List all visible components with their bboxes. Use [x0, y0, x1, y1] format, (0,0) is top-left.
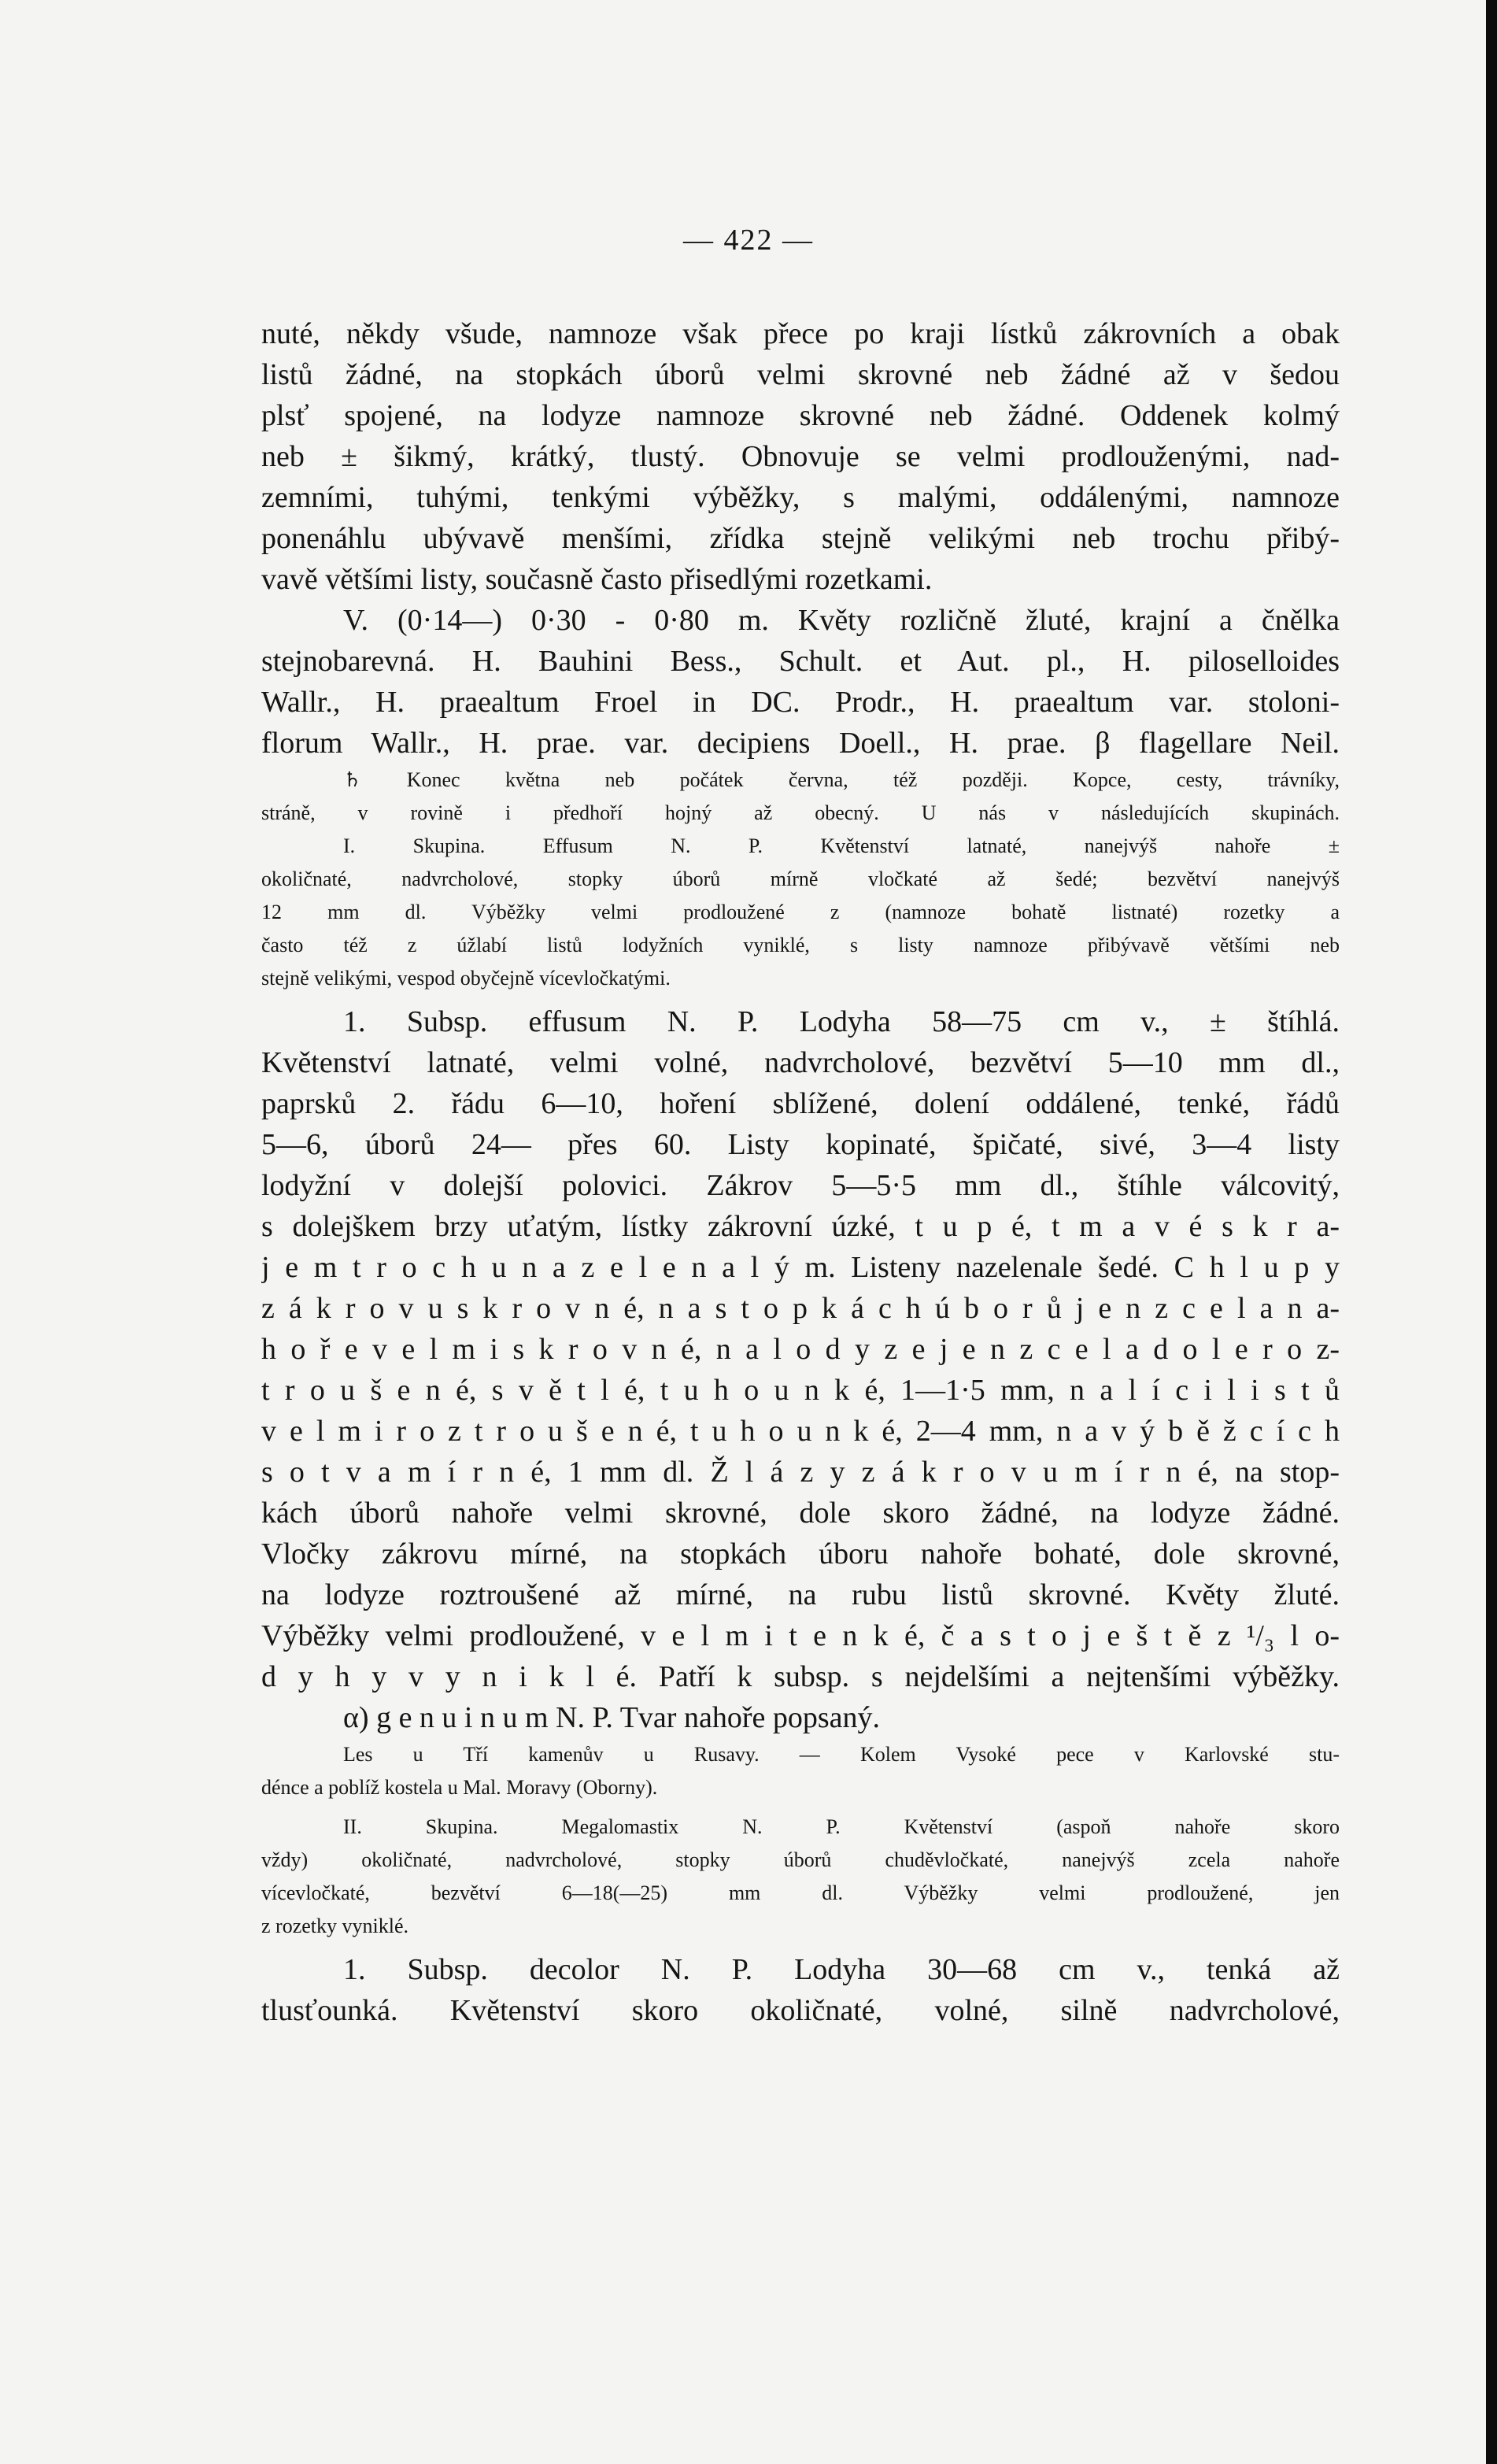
text-line: stráně, v rovině i předhoří hojný až obecný. U nás v následujících skupinách. [261, 801, 1340, 824]
text-line: ponenáhlu ubývavě menšími, zřídka stejně velikými neb trochu přibý- [261, 522, 1340, 555]
section-heading: II. Skupina. Megalomastix N. P. Květenství (aspoň nahoře skoro [343, 1815, 1340, 1838]
text-line: vždy) okoličnaté, nadvrcholové, stopky úborů chuděvločkaté, nanejvýš zcela nahoře [261, 1848, 1340, 1871]
text-line: neb ± šikmý, krátký, tlustý. Obnovuje se velmi prodlouženými, nad- [261, 440, 1340, 473]
text-line: d y h y v y n i k l é. Patří k subsp. s nejdelšími a nejtenšími výběžky. [261, 1660, 1340, 1693]
text-line: Výběžky velmi prodloužené, v e l m i t e n k é, č a s t o j e š t ě z ¹/₃ l o- [261, 1619, 1340, 1652]
text-line: Vločky zákrovu mírné, na stopkách úboru nahoře bohaté, dole skrovné, [261, 1537, 1340, 1571]
text-line: Wallr., H. praealtum Froel in DC. Prodr., H. praealtum var. stoloni- [261, 686, 1340, 719]
text-line: s o t v a m í r n é, 1 mm dl. Ž l á z y z á k r o v u m í r n é, na stop- [261, 1456, 1340, 1489]
text-line: paprsků 2. řádu 6—10, hoření sblížené, dolení oddálené, tenké, řádů [261, 1087, 1340, 1120]
text-line: dénce a poblíž kostela u Mal. Moravy (Oborny). [261, 1776, 658, 1799]
text-line: h o ř e v e l m i s k r o v n é, n a l o d y z e j e n z c e l a d o l e r o z- [261, 1333, 1340, 1366]
text-line: na lodyze roztroušené až mírné, na rubu listů skrovné. Květy žluté. [261, 1578, 1340, 1611]
text-line: stejně velikými, vespod obyčejně vícevločkatými. [261, 967, 671, 990]
text-line: ♄ Konec května neb počátek června, též později. Kopce, cesty, trávníky, [343, 768, 1340, 791]
text-line: 12 mm dl. Výběžky velmi prodloužené z (namnoze bohatě listnaté) rozetky a [261, 901, 1340, 923]
text-line: 5—6, úborů 24— přes 60. Listy kopinaté, špičaté, sivé, 3—4 listy [261, 1128, 1340, 1161]
text-line: j e m t r o c h u n a z e l e n a l ý m. Listeny nazelenale šedé. C h l u p y [261, 1251, 1340, 1284]
page-right-edge [1486, 0, 1497, 2464]
text-line: z rozetky vyniklé. [261, 1915, 408, 1937]
text-line: vavě většími listy, současně často přisedlými rozetkami. [261, 563, 933, 596]
section-heading-line [261, 830, 1340, 863]
section-heading-line [261, 1811, 1340, 1844]
text-line: lodyžní v dolejší polovici. Zákrov 5—5·5 mm dl., štíhle válcovitý, [261, 1169, 1340, 1202]
text-line: Les u Tří kamenův u Rusavy. — Kolem Vysoké pece v Karlovské stu- [343, 1743, 1340, 1766]
text-line: V. (0·14—) 0·30 - 0·80 m. Květy rozličně žluté, krajní a čnělka [343, 604, 1340, 637]
text-line: tlusťounká. Květenství skoro okoličnaté, volné, silně nadvrcholové, [261, 1994, 1340, 2027]
text-line: okoličnaté, nadvrcholové, stopky úborů mírně vločkaté až šedé; bezvětví nanejvýš [261, 868, 1340, 890]
text-block [261, 313, 1340, 2031]
text-line: Květenství latnaté, velmi volné, nadvrcholové, bezvětví 5—10 mm dl., [261, 1046, 1340, 1079]
text-line: stejnobarevná. H. Bauhini Bess., Schult. et Aut. pl., H. piloselloides [261, 645, 1340, 678]
text-line: kách úborů nahoře velmi skrovné, dole skoro žádné, na lodyze žádné. [261, 1497, 1340, 1530]
text-line: α) g e n u i n u m N. P. Tvar nahoře popsaný. [343, 1701, 880, 1734]
text-line: t r o u š e n é, s v ě t l é, t u h o u n k é, 1—1·5 mm, n a l í c i l i s t ů [261, 1374, 1340, 1407]
text-line: vícevločkaté, bezvětví 6—18(—25) mm dl. Výběžky velmi prodloužené, jen [261, 1881, 1340, 1904]
text-line: často též z úžlabí listů lodyžních vyniklé, s listy namnoze přibývavě většími neb [261, 934, 1340, 956]
text-line: plsť spojené, na lodyze namnoze skrovné neb žádné. Oddenek kolmý [261, 399, 1340, 432]
page-number: — 422 — [683, 224, 814, 257]
text-line: zemními, tuhými, tenkými výběžky, s malými, oddálenými, namnoze [261, 481, 1340, 514]
subsp-heading-line: 1. Subsp. decolor N. P. Lodyha 30—68 cm v., tenká až [343, 1953, 1340, 1986]
subsp-heading-line: 1. Subsp. effusum N. P. Lodyha 58—75 cm v., ± štíhlá. [343, 1005, 1340, 1038]
text-line: s dolejškem brzy uťatým, lístky zákrovní úzké, t u p é, t m a v é s k r a- [261, 1210, 1340, 1243]
text-line: z á k r o v u s k r o v n é, n a s t o p k á c h ú b o r ů j e n z c e l a n a- [261, 1292, 1340, 1325]
text-line: v e l m i r o z t r o u š e n é, t u h o u n k é, 2—4 mm, n a v ý b ě ž c í c h [261, 1415, 1340, 1448]
text-line: listů žádné, na stopkách úborů velmi skrovné neb žádné až v šedou [261, 358, 1340, 391]
section-heading: I. Skupina. Effusum N. P. Květenství latnaté, nanejvýš nahoře ± [343, 834, 1340, 857]
text-line: nuté, někdy všude, namnoze však přece po kraji lístků zákrovních a obak [261, 317, 1340, 350]
text-line: florum Wallr., H. prae. var. decipiens Doell., H. prae. β flagellare Neil. [261, 727, 1340, 760]
